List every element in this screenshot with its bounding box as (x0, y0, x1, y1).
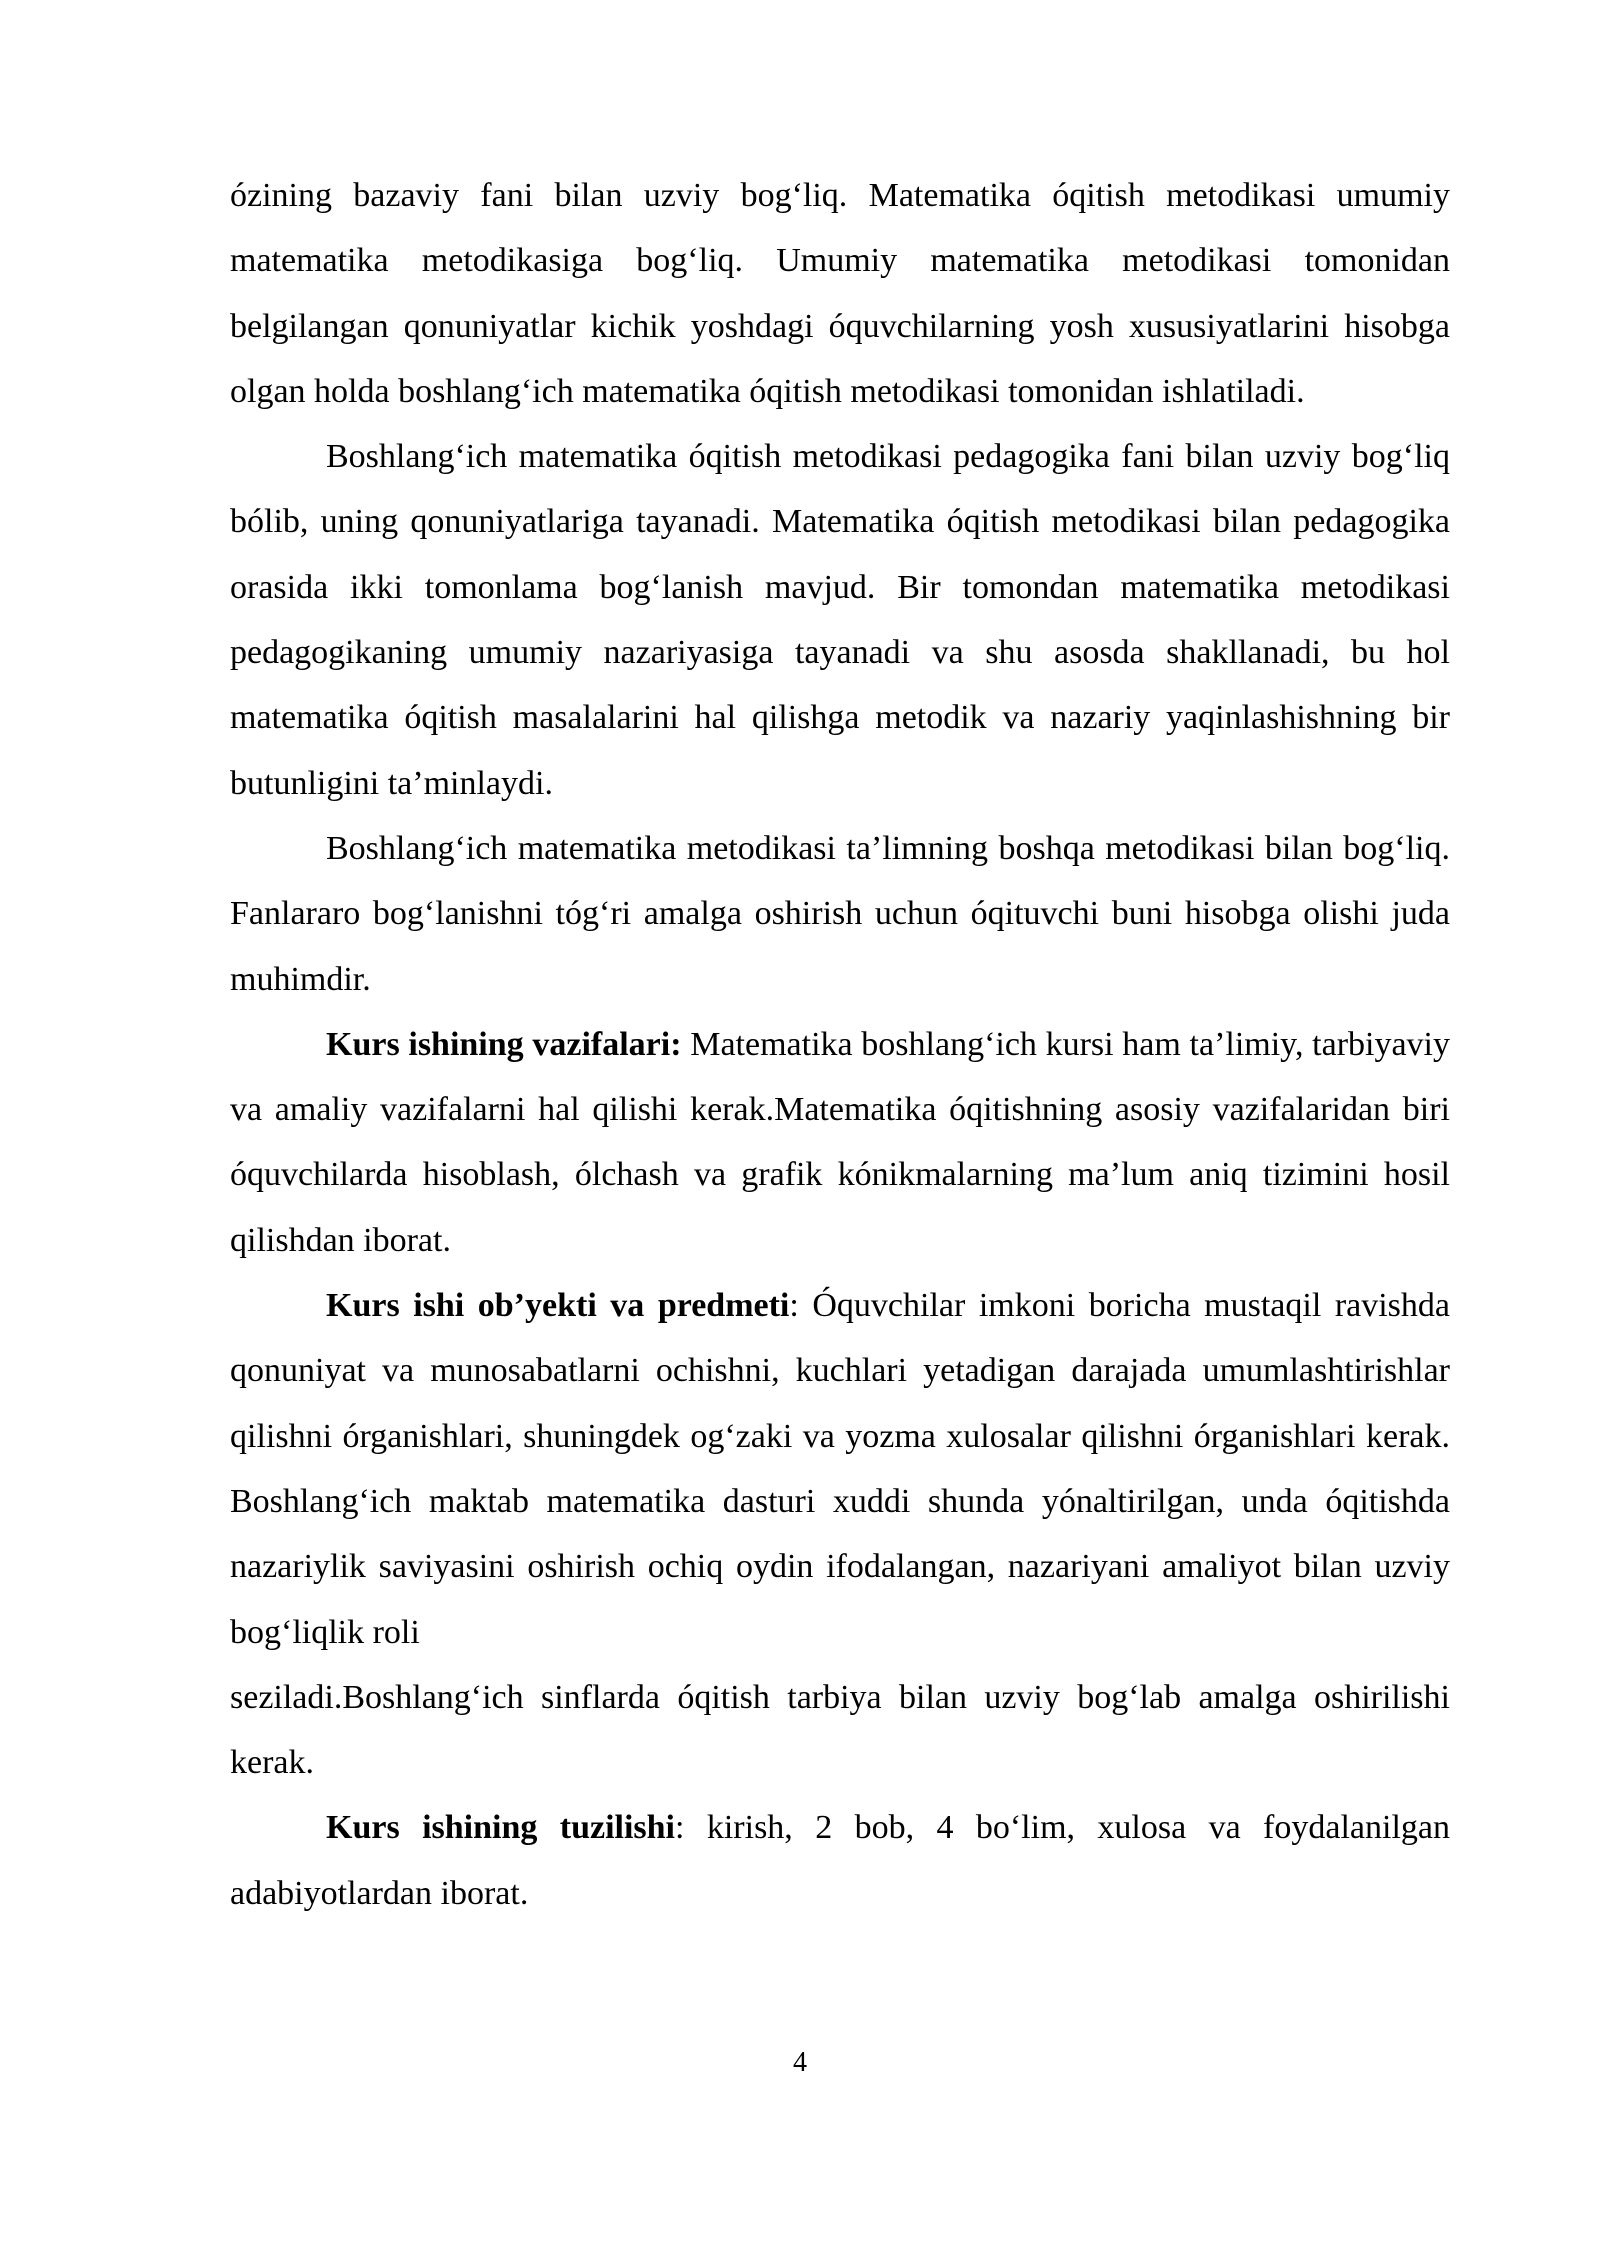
page-number: 4 (793, 2047, 807, 2078)
paragraph-5-text-part1: : Óquvchilar imkoni boricha mustaqil ravishda qonuniyat va munosabatlarni ochishni, kuchlari yetadigan darajada umumlashtirishlar qilishni órganishlari, shuningdek og‘zaki va yozma xulosalar qilishni órganishlari kerak. Boshlang‘ich maktab matematika dasturi xuddi shunda yónaltirilgan, unda óqitishda nazariylik saviyasini oshirish ochiq oydin ifodalangan, nazariyani amaliyot bilan uzviy bog‘liqlik roli (230, 1287, 1450, 1651)
paragraph-6-text: : kirish, 2 bob, 4 bo‘lim, xulosa va foydalanilgan adabiyotlardan iborat. (230, 1809, 1450, 1912)
paragraph-2-text: Boshlang‘ich matematika óqitish metodikasi pedagogika fani bilan uzviy bog‘liq bólib, uning qonuniyatlariga tayanadi. Matematika óqitish metodikasi bilan pedagogika orasida ikki tomonlama bog‘lanish mavjud. Bir tomondan matematika metodikasi pedagogikaning umumiy nazariyasiga tayanadi va shu asosda shakllanadi, bu hol matematika óqitish masalalarini hal qilishga metodik va nazariy yaqinlashishning bir butunligini ta’minlaydi. (230, 438, 1450, 802)
paragraph-5 (230, 1273, 1450, 1665)
paragraph-5-heading: Kurs ishi ob’yekti va predmeti (326, 1287, 790, 1325)
body-text (230, 163, 1450, 1926)
paragraph-4-text: Matematika boshlang‘ich kursi ham ta’limiy, tarbiyaviy va amaliy vazifalarni hal qilishi kerak.Matematika óqitishning asosiy vazifalaridan biri óquvchilarda hisoblash, ólchash va grafik kónikmalarning ma’lum aniq tizimini hosil qilishdan iborat. (230, 1025, 1451, 1259)
paragraph-6 (230, 1795, 1450, 1926)
paragraph-5-text-part2: seziladi.Boshlang‘ich sinflarda óqitish tarbiya bilan uzviy bog‘lab amalga oshirilishi kerak. (230, 1678, 1450, 1782)
paragraph-4-heading: Kurs ishining vazifalari: (326, 1025, 682, 1063)
paragraph-1 (230, 163, 1450, 424)
paragraph-2 (230, 424, 1450, 816)
paragraph-3 (230, 816, 1450, 1012)
paragraph-6-heading: Kurs ishining tuzilishi (326, 1809, 676, 1847)
paragraph-3-text: Boshlang‘ich matematika metodikasi ta’limning boshqa metodikasi bilan bog‘liq. Fanlararo bog‘lanishni tóg‘ri amalga oshirish uchun óqituvchi buni hisobga olishi juda muhimdir. (230, 829, 1450, 998)
paragraph-5-continued (230, 1665, 1450, 1796)
paragraph-1-text: ózining bazaviy fani bilan uzviy bog‘liq. Matematika óqitish metodikasi umumiy matematika metodikasiga bog‘liq. Umumiy matematika metodikasi tomonidan belgilangan qonuniyatlar kichik yoshdagi óquvchilarning yosh xususiyatlarini hisobga olgan holda boshlang‘ich matematika óqitish metodikasi tomonidan ishlatiladi. (230, 177, 1450, 410)
paragraph-4 (230, 1012, 1450, 1273)
